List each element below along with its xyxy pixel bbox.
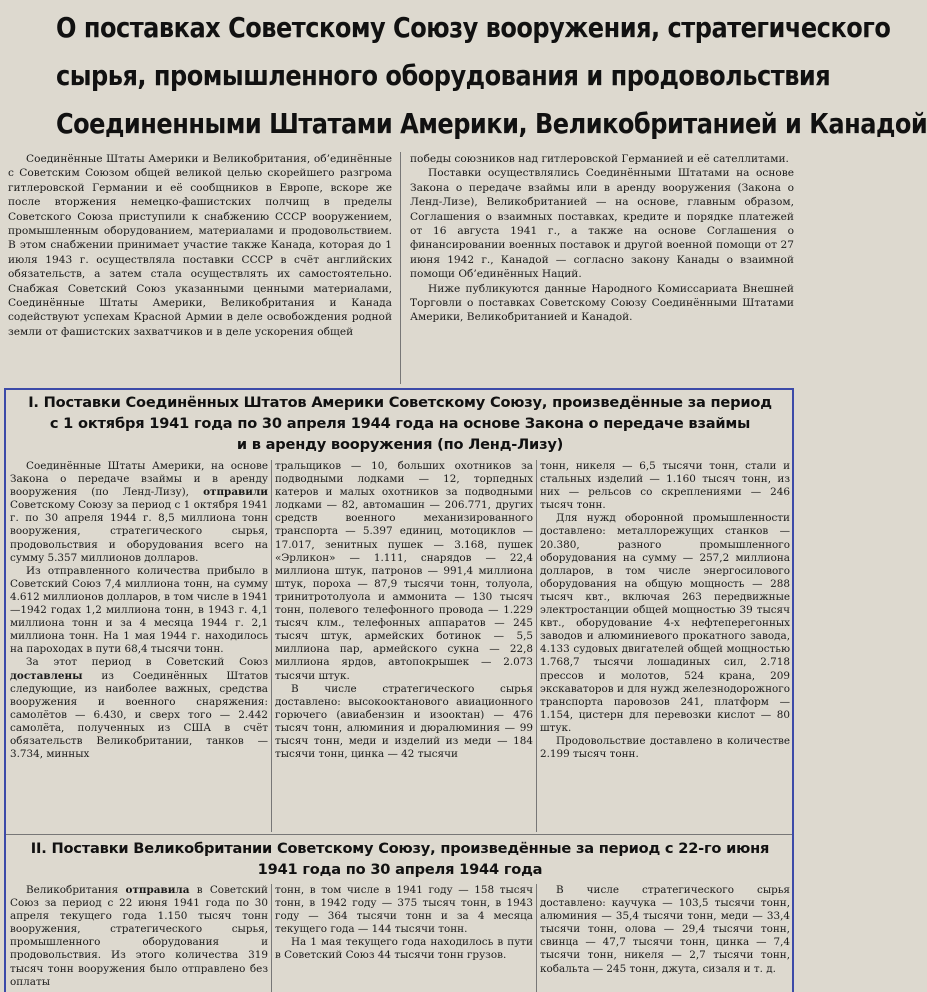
s1-c1-paragraph-3	[10, 656, 268, 761]
lede-right-paragraph-2: Поставки осуществлялись Соединёнными Штатами на основе Закона о передаче взаймы или в аренду вооружения (Закона о Ленд-Лизе), Великобританией — на основе, главным образом, Соглашения о взаимных поставках, кредите и порядке платежей от 16 августа 1941 г., а также на основе Соглашения о финансировании военных поставок и другой военной помощи от 27 июня 1942 г., Канадой — согласно закону Канады о взаимной помощи Об’единённых Наций.	[410, 167, 794, 281]
lede-right-paragraph-3: Ниже публикуются данные Народного Комиссариата Внешней Торговли о поставках Советскому Союзу Соединёнными Штатами Америки, Великобританией и Канадой.	[410, 282, 794, 324]
s2-c1-p1-text-b: в Советский Союз за период с 22 июня 1941 года по 30 апреля текущего года 1.150 тысяч тонн вооружения, стратегического сырья, промышленного оборудования и продовольствия. Из этого количества 319 тысяч тонн вооружения было отправлено без оплаты	[10, 884, 268, 988]
s1-c1-p3-text-b: из Соединённых Штатов следующие, из наиболее важных, средства вооружения и военного снаряжения: самолётов — 6.430, и сверх того — 2.442 самолёта, полученных из США в счёт обязательств Великобритании, танков — 3.734, минных	[10, 669, 268, 761]
section-2-column-2	[275, 884, 533, 992]
lede-left-column	[8, 152, 392, 384]
lede-right-paragraph-1: победы союзников над гитлеровской Германией и её сателлитами.	[410, 153, 789, 165]
column-divider	[271, 884, 272, 992]
column-divider	[400, 152, 401, 384]
s1-c1-p1-bold: отправили	[203, 486, 269, 499]
column-divider	[271, 460, 272, 832]
section-1-column-3	[540, 460, 790, 832]
s1-c1-p3-bold: доставлены	[10, 669, 83, 682]
section-1-column-1	[10, 460, 268, 832]
section-2-heading	[0, 838, 800, 880]
section-1-heading-line-2: с 1 октября 1941 года по 30 апреля 1944 года на основе Закона о передаче взаймы	[49, 415, 751, 432]
s2-c1-paragraph-1	[10, 884, 268, 989]
section-1-column-2	[275, 460, 533, 832]
section-2-column-3	[540, 884, 790, 992]
headline-line-3: Соединенными Штатами Америки, Великобританией и Канадой	[56, 107, 927, 140]
s1-c3-paragraph-2: Для нужд оборонной промышленности доставлено: металлорежущих станков — 20.380, разного промышленного оборудования на сумму — 257,2 миллиона долларов, в том числе энергосилового оборудования на общую мощность — 288 тысяч квт., включая 263 передвижные электростанции общей мощностью 39 тысяч квт., оборудование 4-х нефтеперегонных заводов и алюминиевого прокатного завода, 4.133 судовых двигателей общей мощностью 1.768,7 тысячи лошадиных сил, 2.718 прессов и молотов, 524 крана, 209 экскаваторов и для нужд железнодорожного транспорта паровозов 241, платформ — 1.154, цистерн для перевозки кислот — 80 штук.	[540, 512, 790, 734]
column-divider	[536, 884, 537, 992]
s1-c1-p1-text-b: Советскому Союзу за период с 1 октября 1941 г. по 30 апреля 1944 г. 8,5 миллиона тонн вооружения, стратегического сырья, продовольствия и оборудования всего на сумму 5.357 миллионов долларов.	[10, 499, 268, 564]
section-1-heading	[0, 392, 800, 455]
s2-c1-p1-bold: отправила	[125, 884, 190, 896]
s1-c1-paragraph-1	[10, 460, 268, 565]
section-2-column-1	[10, 884, 268, 992]
s1-c1-paragraph-2: Из отправленного количества прибыло в Советский Союз 7,4 миллиона тонн, на сумму 4.612 миллионов долларов, в том числе в 1941—1942 годах 1,2 миллиона тонн, в 1943 г. 4,1 миллиона тонн и за 4 месяца 1944 г. 2,1 миллиона тонн. На 1 мая 1944 г. находилось на пароходах в пути 68,4 тысячи тонн.	[10, 564, 268, 656]
headline	[56, 4, 927, 148]
lede-left-paragraph: Соединённые Штаты Америки и Великобритания, об’единённые с Советским Союзом общей великой целью скорейшего разгрома гитлеровской Германии и её сообщников в Европе, вскоре же после вторжения немецко-фашистских полчищ в пределы Советского Союза приступили к снабжению СССР вооружением, промышленным оборудованием, материалами и продовольствием. В этом снабжении принимает участие также Канада, которая до 1 июля 1943 г. осуществляла поставки СССР в счёт английских обязательств, а затем стала осуществлять их самостоятельно. Снабжая Советский Союз указанными ценными материалами, Соединённые Штаты Америки, Великобритания и Канада содействуют успехам Красной Армии в деле освобождения родной земли от фашистских захватчиков и в деле ускорения общей	[8, 153, 392, 338]
section-1-heading-line-1: I. Поставки Соединённых Штатов Америки Советскому Союзу, произведённые за период	[28, 394, 772, 411]
s2-c1-p1-text-a: Великобритания	[26, 884, 119, 896]
s1-c1-p1-text-a: Соединённые Штаты Америки, на основе Закона о передаче взаймы и в аренду вооружения (по Ленд-Лизу),	[10, 460, 268, 499]
s1-c3-paragraph-1: тонн, никеля — 6,5 тысячи тонн, стали и стальных изделий — 1.160 тысяч тонн, из них — рельсов со скреплениями — 246 тысяч тонн.	[540, 460, 790, 512]
s2-c2-paragraph-1: тонн, в том числе в 1941 году — 158 тысяч тонн, в 1942 году — 375 тысяч тонн, в 1943 году — 364 тысячи тонн и за 4 месяца текущего года — 144 тысячи тонн.	[275, 884, 533, 936]
lede-right-column	[410, 152, 794, 384]
column-divider	[536, 460, 537, 832]
s1-c1-p3-text-a: За этот период в Советский Союз	[26, 656, 268, 669]
section-1-heading-line-3: и в аренду вооружения (по Ленд-Лизу)	[236, 436, 564, 453]
headline-line-2: сырья, промышленного оборудования и продовольствия	[56, 59, 831, 92]
s2-c2-paragraph-2: На 1 мая текущего года находилось в пути в Советский Союз 44 тысячи тонн грузов.	[275, 936, 533, 962]
s1-c2-paragraph-1: тральщиков — 10, больших охотников за подводными лодками — 12, торпедных катеров и малых охотников за подводными лодками — 82, автомашин — 206.771, других средств военного механизированного транспорта — 5.397 единиц, мотоциклов — 17.017, зенитных пушек — 3.168, пушек «Эрликон» — 1.111, снарядов — 22,4 миллиона штук, патронов — 991,4 миллиона штук, пороха — 87,9 тысячи тонн, толуола, тринитротолуола и аммонита — 130 тысяч тонн, полевого телефонного провода — 1.229 тысяч клм., телефонных аппаратов — 245 тысяч штук, армейских ботинок — 5,5 миллиона пар, армейского сукна — 22,8 миллиона ярдов, автопокрышек — 2.073 тысячи штук.	[275, 460, 533, 682]
s1-c3-paragraph-3: Продовольствие доставлено в количестве 2.199 тысяч тонн.	[540, 734, 790, 761]
section-divider	[6, 834, 792, 835]
s1-c2-paragraph-2: В числе стратегического сырья доставлено: высокооктанового авиационного горючего (авиабензин и изооктан) — 476 тысяч тонн, алюминия и дюралюминия — 99 тысяч тонн, меди и изделий из меди — 184 тысячи тонн, цинка — 42 тысячи	[275, 682, 533, 761]
section-2-heading-line-2: 1941 года по 30 апреля 1944 года	[257, 861, 543, 878]
headline-line-1: О поставках Советскому Союзу вооружения, стратегического	[56, 11, 891, 44]
s2-c3-paragraph-1: В числе стратегического сырья доставлено: каучука — 103,5 тысячи тонн, алюминия — 35,4 тысячи тонн, меди — 33,4 тысячи тонн, олова — 29,4 тысячи тонн, свинца — 47,7 тысячи тонн, цинка — 7,4 тысячи тонн, никеля — 2,7 тысячи тонн, кобальта — 245 тонн, джута, сизаля и т. д.	[540, 884, 790, 975]
section-2-heading-line-1: II. Поставки Великобритании Советскому Союзу, произведённые за период с 22-го июня	[30, 840, 770, 857]
